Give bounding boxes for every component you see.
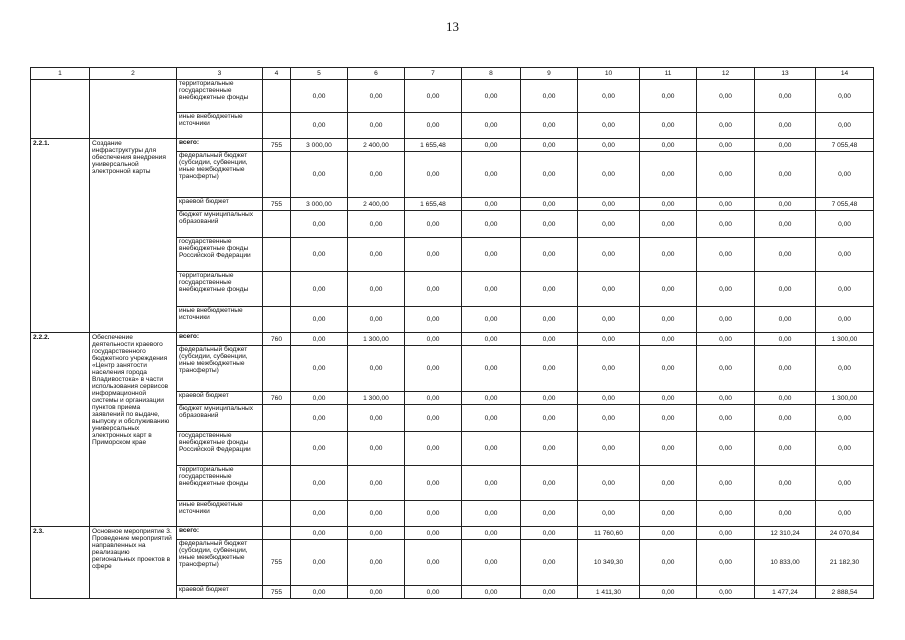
value-cell: 0,00 [816, 272, 874, 307]
value-cell: 0,00 [405, 466, 462, 501]
value-cell: 0,00 [405, 238, 462, 272]
value-cell: 0,00 [462, 333, 521, 346]
value-cell: 0,00 [697, 113, 755, 139]
header-cell: 1 [31, 68, 90, 80]
value-cell: 0,00 [578, 272, 640, 307]
value-cell: 2 400,00 [348, 198, 405, 211]
value-cell: 0,00 [816, 346, 874, 392]
value-cell: 0,00 [578, 501, 640, 527]
value-cell: 0,00 [578, 139, 640, 152]
header-cell: 14 [816, 68, 874, 80]
value-cell: 0,00 [405, 307, 462, 333]
header-cell: 9 [521, 68, 578, 80]
value-cell: 0,00 [640, 211, 697, 238]
value-cell: 0,00 [291, 333, 348, 346]
value-cell: 0,00 [348, 238, 405, 272]
header-cell: 4 [263, 68, 291, 80]
grbs-code [263, 405, 291, 432]
value-cell: 2 888,54 [816, 586, 874, 599]
value-cell: 0,00 [405, 392, 462, 405]
value-cell: 0,00 [291, 466, 348, 501]
grbs-code [263, 113, 291, 139]
funding-source: территориальные государственные внебюджетные фонды [177, 80, 263, 113]
grbs-code [263, 211, 291, 238]
value-cell: 0,00 [405, 346, 462, 392]
value-cell: 7 055,48 [816, 139, 874, 152]
value-cell: 0,00 [462, 198, 521, 211]
value-cell: 0,00 [462, 466, 521, 501]
funding-source: бюджет муниципальных образований [177, 405, 263, 432]
grbs-code: 760 [263, 392, 291, 405]
value-cell: 0,00 [405, 333, 462, 346]
value-cell: 0,00 [521, 152, 578, 198]
header-cell: 12 [697, 68, 755, 80]
table-body [31, 68, 874, 599]
value-cell: 0,00 [640, 432, 697, 466]
value-cell: 0,00 [291, 501, 348, 527]
funding-source: краевой бюджет [177, 198, 263, 211]
value-cell: 0,00 [640, 392, 697, 405]
value-cell: 10 349,30 [578, 540, 640, 586]
grbs-code: 760 [263, 333, 291, 346]
header-cell: 3 [177, 68, 263, 80]
value-cell: 0,00 [348, 527, 405, 540]
value-cell: 0,00 [640, 346, 697, 392]
value-cell: 0,00 [521, 333, 578, 346]
value-cell: 0,00 [578, 392, 640, 405]
value-cell: 0,00 [291, 405, 348, 432]
value-cell: 0,00 [578, 405, 640, 432]
value-cell: 0,00 [405, 272, 462, 307]
value-cell: 0,00 [462, 80, 521, 113]
value-cell: 0,00 [291, 346, 348, 392]
value-cell: 0,00 [697, 198, 755, 211]
grbs-code: 755 [263, 198, 291, 211]
value-cell: 0,00 [521, 307, 578, 333]
funding-source: федеральный бюджет (субсидии, субвенции, иные межбюджетные трансферты) [177, 346, 263, 392]
value-cell: 0,00 [291, 392, 348, 405]
value-cell: 0,00 [578, 238, 640, 272]
table-row [31, 139, 874, 152]
value-cell: 0,00 [348, 211, 405, 238]
value-cell: 0,00 [816, 307, 874, 333]
value-cell: 0,00 [697, 80, 755, 113]
value-cell: 0,00 [462, 238, 521, 272]
row-code: 2.2.2. [31, 333, 90, 527]
value-cell: 0,00 [755, 501, 816, 527]
value-cell: 0,00 [348, 307, 405, 333]
value-cell: 0,00 [291, 527, 348, 540]
grbs-code [263, 238, 291, 272]
value-cell: 0,00 [697, 392, 755, 405]
value-cell: 0,00 [755, 238, 816, 272]
value-cell: 0,00 [697, 466, 755, 501]
value-cell: 0,00 [521, 238, 578, 272]
value-cell: 0,00 [521, 198, 578, 211]
value-cell: 1 655,48 [405, 139, 462, 152]
value-cell: 0,00 [578, 307, 640, 333]
grbs-code [263, 272, 291, 307]
value-cell: 0,00 [348, 113, 405, 139]
value-cell: 0,00 [816, 466, 874, 501]
grbs-code: 755 [263, 139, 291, 152]
value-cell: 0,00 [755, 466, 816, 501]
value-cell: 0,00 [348, 346, 405, 392]
value-cell: 0,00 [462, 392, 521, 405]
value-cell: 0,00 [291, 586, 348, 599]
grbs-code [263, 527, 291, 540]
value-cell: 0,00 [462, 586, 521, 599]
value-cell: 0,00 [755, 198, 816, 211]
value-cell: 3 000,00 [291, 139, 348, 152]
value-cell: 10 833,00 [755, 540, 816, 586]
value-cell: 0,00 [291, 238, 348, 272]
value-cell: 0,00 [816, 432, 874, 466]
value-cell: 0,00 [578, 198, 640, 211]
header-cell: 11 [640, 68, 697, 80]
funding-source: государственные внебюджетные фонды Российской Федерации [177, 432, 263, 466]
value-cell: 0,00 [291, 432, 348, 466]
value-cell: 0,00 [755, 432, 816, 466]
value-cell: 0,00 [755, 392, 816, 405]
value-cell: 0,00 [816, 113, 874, 139]
funding-source: территориальные государственные внебюджетные фонды [177, 272, 263, 307]
value-cell: 3 000,00 [291, 198, 348, 211]
value-cell: 1 300,00 [816, 333, 874, 346]
value-cell: 0,00 [697, 432, 755, 466]
value-cell: 0,00 [521, 527, 578, 540]
funding-source: краевой бюджет [177, 586, 263, 599]
value-cell: 2 400,00 [348, 139, 405, 152]
value-cell: 0,00 [755, 139, 816, 152]
value-cell: 0,00 [640, 272, 697, 307]
value-cell: 0,00 [697, 346, 755, 392]
value-cell: 0,00 [578, 152, 640, 198]
row-code: 2.3. [31, 527, 90, 599]
funding-source: бюджет муниципальных образований [177, 211, 263, 238]
value-cell: 0,00 [697, 540, 755, 586]
table-row [31, 80, 874, 113]
value-cell: 0,00 [697, 307, 755, 333]
value-cell: 0,00 [578, 113, 640, 139]
value-cell: 0,00 [697, 272, 755, 307]
budget-table [30, 67, 874, 599]
value-cell: 0,00 [816, 501, 874, 527]
funding-source: всего: [177, 333, 263, 346]
value-cell: 1 300,00 [348, 392, 405, 405]
value-cell: 0,00 [462, 346, 521, 392]
value-cell: 0,00 [697, 211, 755, 238]
value-cell: 0,00 [462, 211, 521, 238]
value-cell: 0,00 [521, 466, 578, 501]
header-cell: 8 [462, 68, 521, 80]
value-cell: 0,00 [291, 211, 348, 238]
funding-source: иные внебюджетные источники [177, 501, 263, 527]
funding-source: федеральный бюджет (субсидии, субвенции, иные межбюджетные трансферты) [177, 152, 263, 198]
value-cell: 0,00 [348, 272, 405, 307]
grbs-code [263, 346, 291, 392]
row-code: 2.2.1. [31, 139, 90, 333]
grbs-code [263, 501, 291, 527]
value-cell: 0,00 [462, 540, 521, 586]
value-cell: 0,00 [755, 272, 816, 307]
value-cell: 0,00 [755, 152, 816, 198]
value-cell: 0,00 [521, 80, 578, 113]
value-cell: 0,00 [697, 139, 755, 152]
measure-name: Создание инфраструктуры для обеспечения внедрения универсальной электронной карты [90, 139, 177, 333]
value-cell: 0,00 [640, 152, 697, 198]
value-cell: 0,00 [521, 346, 578, 392]
value-cell: 0,00 [405, 527, 462, 540]
value-cell: 0,00 [405, 211, 462, 238]
value-cell: 0,00 [405, 540, 462, 586]
value-cell: 1 477,24 [755, 586, 816, 599]
value-cell: 0,00 [755, 346, 816, 392]
value-cell: 0,00 [462, 405, 521, 432]
value-cell: 0,00 [521, 272, 578, 307]
value-cell: 0,00 [578, 80, 640, 113]
value-cell: 7 055,48 [816, 198, 874, 211]
value-cell: 0,00 [348, 80, 405, 113]
funding-source: государственные внебюджетные фонды Российской Федерации [177, 238, 263, 272]
value-cell: 0,00 [640, 527, 697, 540]
value-cell: 0,00 [348, 405, 405, 432]
value-cell: 21 182,30 [816, 540, 874, 586]
value-cell: 0,00 [640, 139, 697, 152]
value-cell: 0,00 [816, 152, 874, 198]
header-cell: 7 [405, 68, 462, 80]
value-cell: 0,00 [405, 113, 462, 139]
value-cell: 1 655,48 [405, 198, 462, 211]
value-cell: 0,00 [697, 405, 755, 432]
value-cell: 0,00 [640, 405, 697, 432]
header-cell: 13 [755, 68, 816, 80]
measure-name [90, 80, 177, 139]
value-cell: 0,00 [521, 586, 578, 599]
value-cell: 0,00 [348, 540, 405, 586]
value-cell: 0,00 [405, 432, 462, 466]
value-cell: 0,00 [462, 139, 521, 152]
value-cell: 0,00 [640, 466, 697, 501]
value-cell: 0,00 [640, 333, 697, 346]
row-code [31, 80, 90, 139]
funding-source: краевой бюджет [177, 392, 263, 405]
value-cell: 0,00 [578, 333, 640, 346]
funding-source: иные внебюджетные источники [177, 113, 263, 139]
value-cell: 0,00 [291, 540, 348, 586]
page-number: 13 [446, 19, 459, 34]
value-cell: 0,00 [405, 405, 462, 432]
value-cell: 0,00 [521, 432, 578, 466]
value-cell: 0,00 [640, 501, 697, 527]
value-cell: 0,00 [640, 540, 697, 586]
value-cell: 0,00 [521, 139, 578, 152]
value-cell: 0,00 [462, 307, 521, 333]
value-cell: 24 070,84 [816, 527, 874, 540]
value-cell: 1 411,30 [578, 586, 640, 599]
value-cell: 0,00 [348, 432, 405, 466]
funding-source: иные внебюджетные источники [177, 307, 263, 333]
value-cell: 0,00 [755, 113, 816, 139]
value-cell: 0,00 [405, 80, 462, 113]
value-cell: 0,00 [348, 152, 405, 198]
value-cell: 0,00 [521, 501, 578, 527]
value-cell: 0,00 [521, 405, 578, 432]
funding-source: территориальные государственные внебюджетные фонды [177, 466, 263, 501]
grbs-code [263, 307, 291, 333]
value-cell: 0,00 [755, 307, 816, 333]
value-cell: 0,00 [462, 113, 521, 139]
value-cell: 0,00 [816, 238, 874, 272]
grbs-code: 755 [263, 586, 291, 599]
value-cell: 0,00 [291, 272, 348, 307]
value-cell: 0,00 [755, 405, 816, 432]
value-cell: 0,00 [578, 432, 640, 466]
grbs-code [263, 466, 291, 501]
value-cell: 0,00 [405, 152, 462, 198]
value-cell: 0,00 [755, 333, 816, 346]
value-cell: 0,00 [697, 527, 755, 540]
value-cell: 0,00 [578, 211, 640, 238]
value-cell: 0,00 [697, 586, 755, 599]
value-cell: 0,00 [697, 152, 755, 198]
value-cell: 0,00 [348, 466, 405, 501]
value-cell: 0,00 [462, 272, 521, 307]
grbs-code: 755 [263, 540, 291, 586]
value-cell: 0,00 [755, 211, 816, 238]
value-cell: 0,00 [462, 432, 521, 466]
value-cell: 0,00 [291, 80, 348, 113]
value-cell: 0,00 [816, 405, 874, 432]
value-cell: 0,00 [521, 540, 578, 586]
value-cell: 12 310,24 [755, 527, 816, 540]
value-cell: 0,00 [816, 211, 874, 238]
value-cell: 0,00 [640, 586, 697, 599]
value-cell: 0,00 [697, 501, 755, 527]
value-cell: 0,00 [405, 586, 462, 599]
measure-name: Основное мероприятие 3. Проведение мероприятий направленных на реализацию региональных проектов в сфере [90, 527, 177, 599]
value-cell: 0,00 [291, 307, 348, 333]
table-row [31, 527, 874, 540]
grbs-code [263, 432, 291, 466]
value-cell: 0,00 [755, 80, 816, 113]
value-cell: 0,00 [291, 152, 348, 198]
grbs-code [263, 80, 291, 113]
value-cell: 1 300,00 [348, 333, 405, 346]
value-cell: 0,00 [640, 238, 697, 272]
value-cell: 0,00 [697, 238, 755, 272]
value-cell: 0,00 [462, 152, 521, 198]
header-cell: 2 [90, 68, 177, 80]
value-cell: 0,00 [640, 113, 697, 139]
value-cell: 0,00 [521, 392, 578, 405]
value-cell: 0,00 [348, 501, 405, 527]
value-cell: 0,00 [578, 466, 640, 501]
value-cell: 0,00 [640, 307, 697, 333]
value-cell: 0,00 [816, 80, 874, 113]
value-cell: 0,00 [697, 333, 755, 346]
value-cell: 0,00 [521, 113, 578, 139]
funding-source: всего: [177, 139, 263, 152]
value-cell: 1 300,00 [816, 392, 874, 405]
value-cell: 0,00 [291, 113, 348, 139]
grbs-code [263, 152, 291, 198]
value-cell: 0,00 [348, 586, 405, 599]
header-cell: 6 [348, 68, 405, 80]
value-cell: 0,00 [640, 80, 697, 113]
value-cell: 0,00 [521, 211, 578, 238]
value-cell: 0,00 [462, 501, 521, 527]
value-cell: 0,00 [578, 346, 640, 392]
value-cell: 11 760,60 [578, 527, 640, 540]
header-row [31, 68, 874, 80]
table-row [31, 333, 874, 346]
header-cell: 5 [291, 68, 348, 80]
value-cell: 0,00 [462, 527, 521, 540]
funding-source: федеральный бюджет (субсидии, субвенции, иные межбюджетные трансферты) [177, 540, 263, 586]
value-cell: 0,00 [640, 198, 697, 211]
measure-name: Обеспечение деятельности краевого государственного бюджетного учреждения «Центр занятости населения города Владивостока» в части использования сервисов информационной системы и организации пунктов приема заявлений по выдаче, выпуску и обслуживанию универсальных электронных карт в Приморском крае [90, 333, 177, 527]
header-cell: 10 [578, 68, 640, 80]
funding-source: всего: [177, 527, 263, 540]
value-cell: 0,00 [405, 501, 462, 527]
